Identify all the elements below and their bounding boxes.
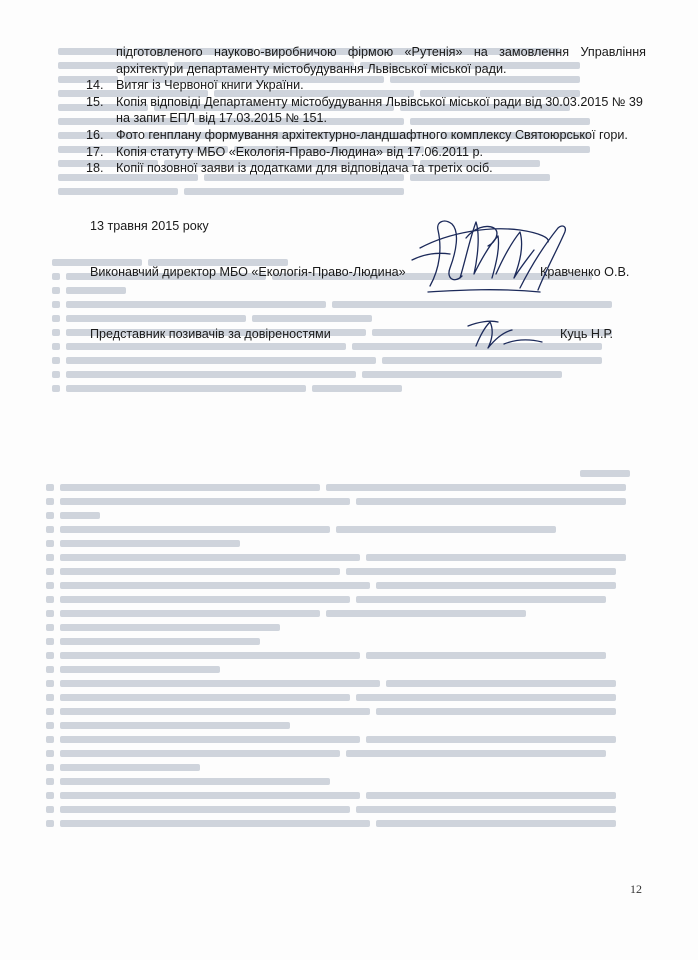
list-item-text: Копія статуту МБО «Екологія-Право-Людина» від 17.06.2011 р. xyxy=(116,144,483,159)
signatory-name: Куць Н.Р. xyxy=(560,327,614,341)
bleed-through-text xyxy=(46,466,656,866)
handwritten-signature xyxy=(462,312,552,354)
list-item-text: Фото генплану формування архітектурно-ландшафтного комплексу Святоюрської гори. xyxy=(116,127,628,142)
signatory-role: Виконавчий директор МБО «Екологія-Право-Людина» xyxy=(90,265,406,279)
list-item-text: Копії позовної заяви із додатками для відповідача та третіх осіб. xyxy=(116,161,493,176)
handwritten-signature xyxy=(400,208,580,308)
list-item-text: Копія відповіді Департаменту містобудування Львівської міської ради від 30.03.2015 № 39 на запит ЕПЛ від 17.03.2015 № 151. xyxy=(116,94,643,126)
page-number: 12 xyxy=(630,882,642,896)
list-item-text: Витяг із Червоної книги України. xyxy=(116,78,304,93)
list-item-number: 18. xyxy=(86,161,104,176)
list-item xyxy=(86,94,646,127)
list-item xyxy=(86,77,646,94)
list-item xyxy=(86,127,646,144)
signatory-role: Представник позивачів за довіреностями xyxy=(90,327,331,341)
list-item xyxy=(86,160,646,177)
document-date: 13 травня 2015 року xyxy=(90,219,209,233)
list-item-number: 16. xyxy=(86,127,104,142)
signatory-name: Кравченко О.В. xyxy=(540,265,630,279)
list-item-number: 17. xyxy=(86,144,104,159)
list-item-number: 15. xyxy=(86,94,104,109)
list-continuation: підготовленого науково-виробничою фірмою «Рутенія» на замовлення Управління архітектури департаменту містобудування Львівської міської ради. xyxy=(116,45,646,76)
list-item xyxy=(86,144,646,161)
list-item-number: 14. xyxy=(86,78,104,93)
attachments-list xyxy=(86,44,646,177)
